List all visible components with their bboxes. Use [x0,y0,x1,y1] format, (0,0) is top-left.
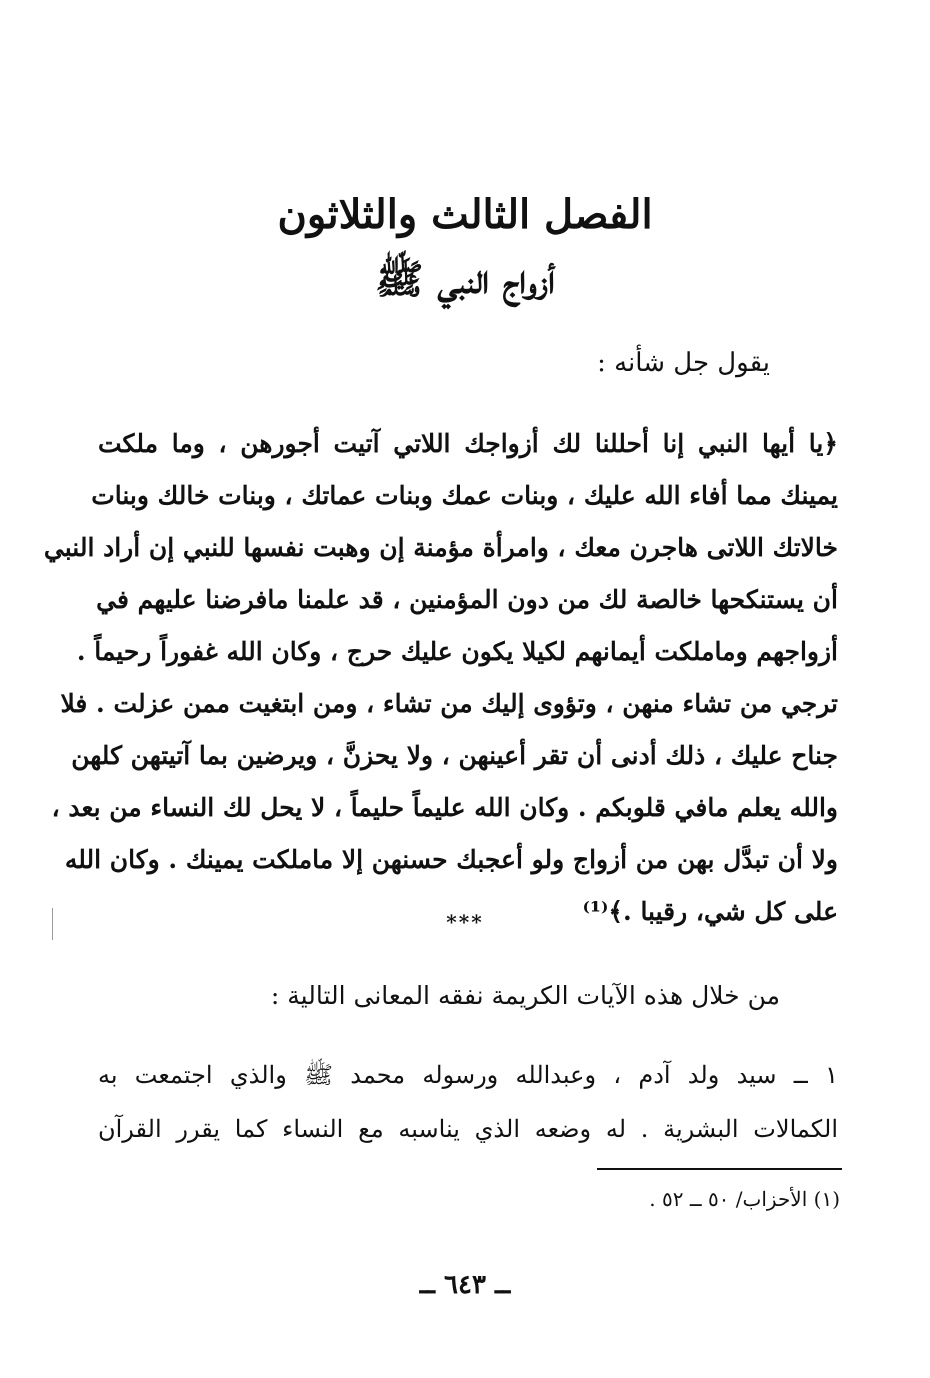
list-line: الكمالات البشرية . له وضعه الذي يناسبه مع النساء كما يقرر القرآن [98,1115,838,1143]
verse-line: ترجي من تشاء منهن ، وتؤوى إليك من تشاء ، ومن ابتغيت ممن عزلت . فلا [60,689,838,718]
chapter-subtitle: أزواج النبي ﷺ [375,256,555,303]
verse-line: جناح عليك ، ذلك أدنى أن تقر أعينهن ، ولا يحزنَّ ، ويرضين بما آتيتهن كلهن [71,741,838,770]
list-line: ١ ــ سيد ولد آدم ، وعبدالله ورسوله محمد ﷺ والذي اجتمعت به [98,1061,838,1089]
meanings-intro: من خلال هذه الآيات الكريمة نفقه المعانى التالية : [270,981,780,1010]
footnote: (١) الأحزاب/ ٥٠ ــ ٥٢ . [649,1187,840,1211]
verse-line: والله يعلم مافي قلوبكم . وكان الله عليماً حليماً ، لا يحل لك النساء من بعد ، [51,793,838,822]
margin-mark [52,908,53,940]
chapter-title: الفصل الثالث والثلاثون [277,191,653,238]
verse-line: يمينك مما أفاء الله عليك ، وبنات عمك وبنات عماتك ، وبنات خالك وبنات [91,481,838,510]
footnote-divider [597,1168,842,1170]
verse-line: أن يستنكحها خالصة لك من دون المؤمنين ، قد علمنا مافرضنا عليهم في [96,585,838,614]
verse-line: أزواجهم وماملكت أيمانهم لكيلا يكون عليك حرج ، وكان الله غفوراً رحيماً . [76,637,838,666]
verse-line: ولا أن تبدَّل بهن من أزواج ولو أعجبك حسنهن إلا ماملكت يمينك . وكان الله [64,845,838,874]
intro-text: يقول جل شأنه : [597,348,770,378]
section-separator: *** [446,910,484,934]
verse-line: ﴿يا أيها النبي إنا أحللنا لك أزواجك اللاتي آتيت أجورهن ، وما ملكت [98,429,838,458]
quran-verse-block [43,418,838,938]
verse-line: على كل شي، رقيبا .﴾⁽¹⁾ [582,897,838,926]
meanings-list [98,1048,838,1156]
verse-line: خالاتك اللاتى هاجرن معك ، وامرأة مؤمنة إن وهبت نفسها للنبي إن أراد النبي [43,533,838,562]
page-number: ــ ٦٤٣ ــ [419,1270,511,1300]
